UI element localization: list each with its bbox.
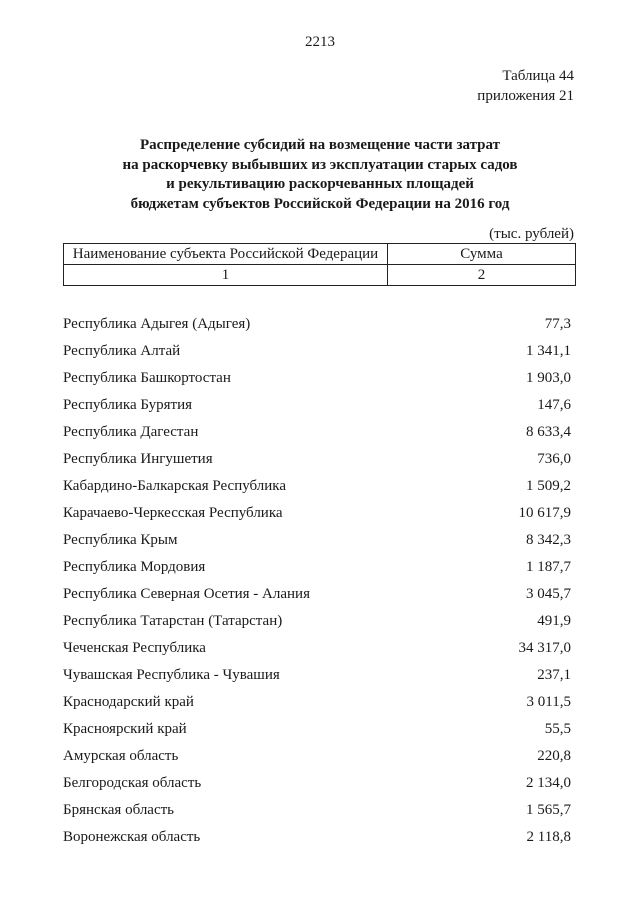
- appendix-number: приложения 21: [477, 88, 574, 104]
- table-row: [63, 635, 571, 662]
- region-name: Республика Дагестан: [63, 424, 199, 440]
- table-row: [63, 662, 571, 689]
- subsidy-amount: 3 011,5: [526, 694, 571, 710]
- table-row: [63, 554, 571, 581]
- subsidy-amount: 1 187,7: [526, 559, 571, 575]
- subsidy-amount: 220,8: [537, 748, 571, 764]
- table-row: [63, 338, 571, 365]
- region-name: Кабардино-Балкарская Республика: [63, 478, 287, 494]
- subsidy-amount: 8 342,3: [526, 532, 571, 548]
- table-row: [63, 419, 571, 446]
- subsidy-amount: 77,3: [544, 316, 571, 332]
- region-name: Амурская область: [63, 748, 179, 764]
- region-name: Республика Башкортостан: [63, 370, 231, 386]
- region-name: Республика Бурятия: [63, 397, 193, 413]
- subsidy-amount: 1 903,0: [526, 370, 571, 386]
- subsidy-amount: 1 341,1: [526, 343, 571, 359]
- region-name: Республика Адыгея (Адыгея): [63, 316, 251, 332]
- region-name: Республика Северная Осетия - Алания: [63, 586, 310, 602]
- page-number: 2213: [305, 34, 335, 50]
- table-number: Таблица 44: [502, 68, 574, 84]
- subsidy-amount: 2 134,0: [526, 775, 571, 791]
- table-row: [63, 824, 571, 851]
- region-name: Карачаево-Черкесская Республика: [63, 505, 283, 521]
- table-row: [63, 473, 571, 500]
- region-name: Брянская область: [63, 802, 175, 818]
- region-name: Республика Алтай: [63, 343, 181, 359]
- table-row: [63, 500, 571, 527]
- region-name: Республика Ингушетия: [63, 451, 213, 467]
- table-row: [63, 446, 571, 473]
- region-name: Чувашская Республика - Чувашия: [63, 667, 280, 683]
- header-row: [64, 244, 576, 265]
- table-body: [63, 311, 571, 851]
- region-name: Белгородская область: [63, 775, 202, 791]
- table-row: [63, 716, 571, 743]
- table-row: [63, 797, 571, 824]
- column-number-2: 2: [388, 265, 576, 286]
- subsidy-amount: 147,6: [537, 397, 571, 413]
- column-number-row: [64, 265, 576, 286]
- subsidy-amount: 237,1: [537, 667, 571, 683]
- column-header-sum: Сумма: [388, 244, 576, 265]
- subsidy-amount: 736,0: [537, 451, 571, 467]
- table-row: [63, 527, 571, 554]
- document-title: [0, 136, 640, 214]
- subsidy-amount: 34 317,0: [518, 640, 571, 656]
- title-line-2: на раскорчевку выбывших из эксплуатации старых садов: [122, 156, 518, 173]
- title-line-4: бюджетам субъектов Российской Федерации на 2016 год: [130, 195, 510, 212]
- region-name: Республика Татарстан (Татарстан): [63, 613, 283, 629]
- subsidy-amount: 1 565,7: [526, 802, 571, 818]
- subsidy-amount: 8 633,4: [526, 424, 571, 440]
- table-row: [63, 311, 571, 338]
- region-name: Воронежская область: [63, 829, 201, 845]
- table-row: [63, 608, 571, 635]
- region-name: Республика Крым: [63, 532, 178, 548]
- table-row: [63, 743, 571, 770]
- table-row: [63, 689, 571, 716]
- table-header: [63, 243, 576, 286]
- column-number-1: 1: [64, 265, 388, 286]
- table-row: [63, 581, 571, 608]
- table-row: [63, 392, 571, 419]
- subsidy-amount: 2 118,8: [526, 829, 571, 845]
- title-line-3: и рекультивацию раскорчеванных площадей: [166, 176, 474, 192]
- table-reference: [477, 66, 574, 106]
- region-name: Чеченская Республика: [63, 640, 206, 656]
- table-row: [63, 365, 571, 392]
- subsidy-amount: 3 045,7: [526, 586, 571, 602]
- table-row: [63, 770, 571, 797]
- units-label: (тыс. рублей): [489, 226, 574, 242]
- region-name: Краснодарский край: [63, 694, 194, 710]
- subsidy-amount: 491,9: [537, 613, 571, 629]
- subsidy-amount: 55,5: [544, 721, 571, 737]
- region-name: Красноярский край: [63, 721, 187, 737]
- region-name: Республика Мордовия: [63, 559, 206, 575]
- subsidy-amount: 1 509,2: [526, 478, 571, 494]
- subsidy-amount: 10 617,9: [518, 505, 571, 521]
- title-line-1: Распределение субсидий на возмещение части затрат: [140, 137, 500, 153]
- column-header-name: Наименование субъекта Российской Федерации: [64, 244, 388, 265]
